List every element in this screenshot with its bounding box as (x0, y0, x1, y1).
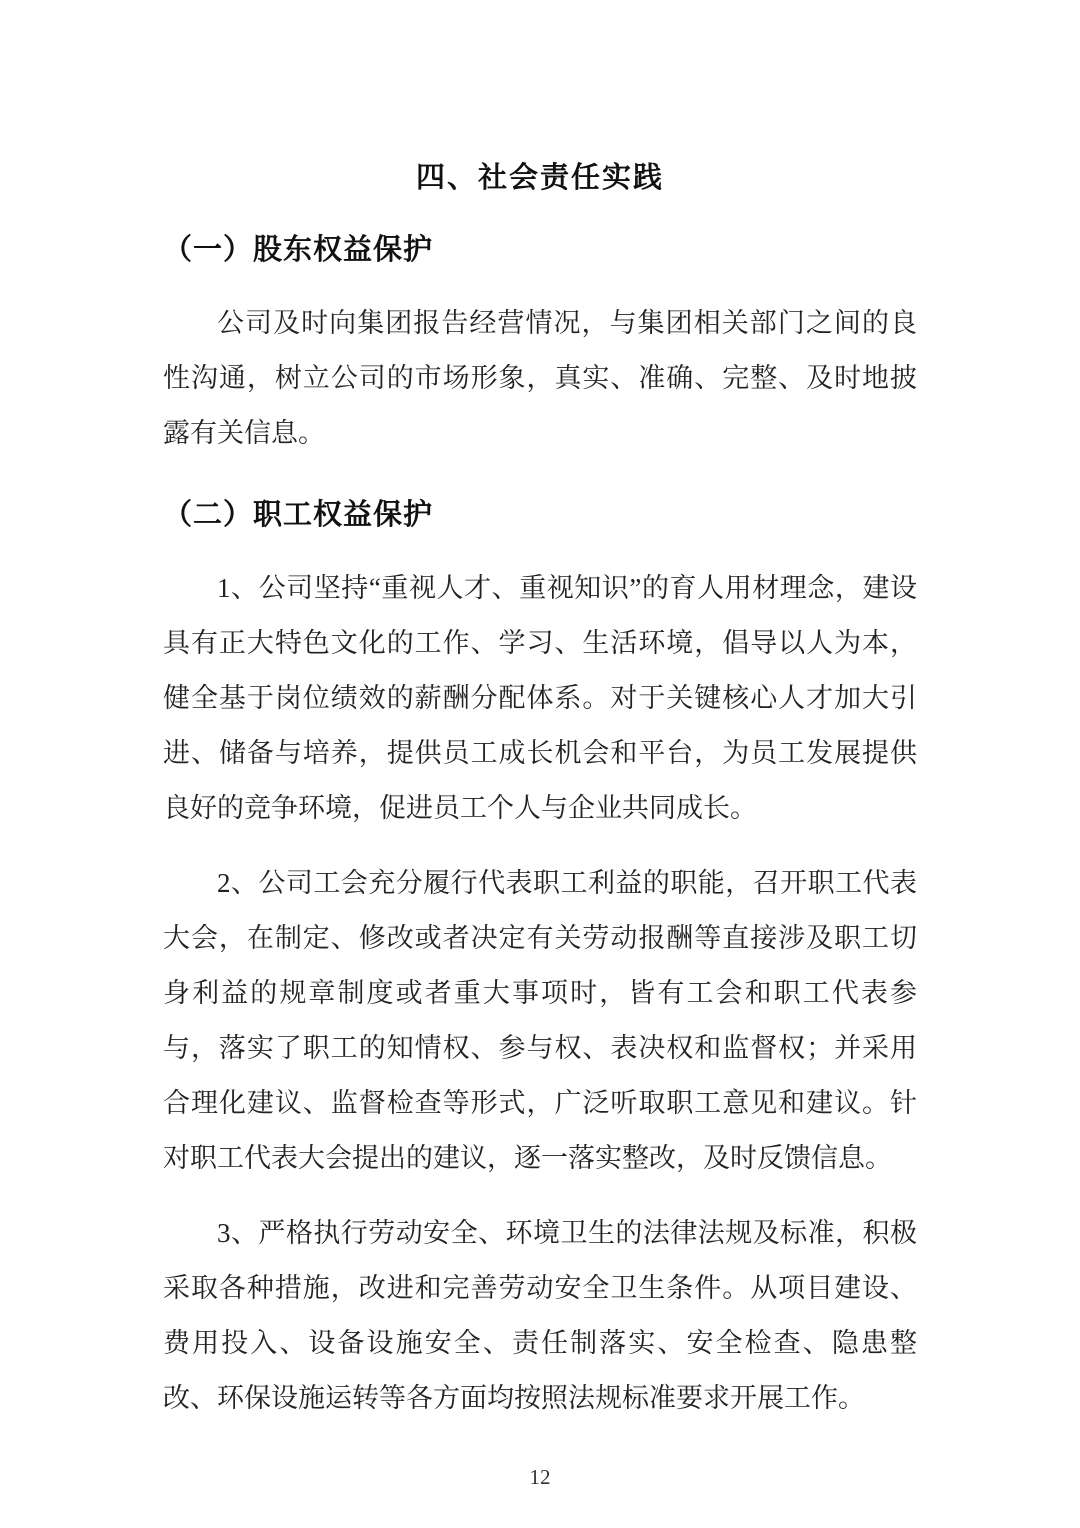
section-1-paragraph-1: 公司及时向集团报告经营情况，与集团相关部门之间的良性沟通，树立公司的市场形象，真实、准确、完整、及时地披露有关信息。 (163, 308, 917, 448)
section-2-paragraph-2: 2、公司工会充分履行代表职工利益的职能，召开职工代表大会，在制定、修改或者决定有关劳动报酬等直接涉及职工切身利益的规章制度或者重大事项时，皆有工会和职工代表参与，落实了职工的知情权、参与权、表决权和监督权；并采用合理化建议、监督检查等形式，广泛听取职工意见和建议。针对职工代表大会提出的建议，逐一落实整改，及时反馈信息。 (163, 868, 917, 1173)
page-number: 12 (529, 1465, 551, 1489)
section-1-heading: （一）股东权益保护 (163, 234, 434, 266)
doc-title: 四、社会责任实践 (415, 162, 664, 194)
section-2-heading: （二）职工权益保护 (163, 499, 434, 531)
section-2-paragraph-3: 3、严格执行劳动安全、环境卫生的法律法规及标准，积极采取各种措施，改进和完善劳动安全卫生条件。从项目建设、费用投入、设备设施安全、责任制落实、安全检查、隐患整改、环保设施运转等各方面均按照法规标准要求开展工作。 (163, 1218, 917, 1413)
section-2-paragraph-1: 1、公司坚持“重视人才、重视知识”的育人用材理念，建设具有正大特色文化的工作、学习、生活环境，倡导以人为本，健全基于岗位绩效的薪酬分配体系。对于关键核心人才加大引进、储备与培养，提供员工成长机会和平台，为员工发展提供良好的竞争环境，促进员工个人与企业共同成长。 (163, 573, 917, 823)
